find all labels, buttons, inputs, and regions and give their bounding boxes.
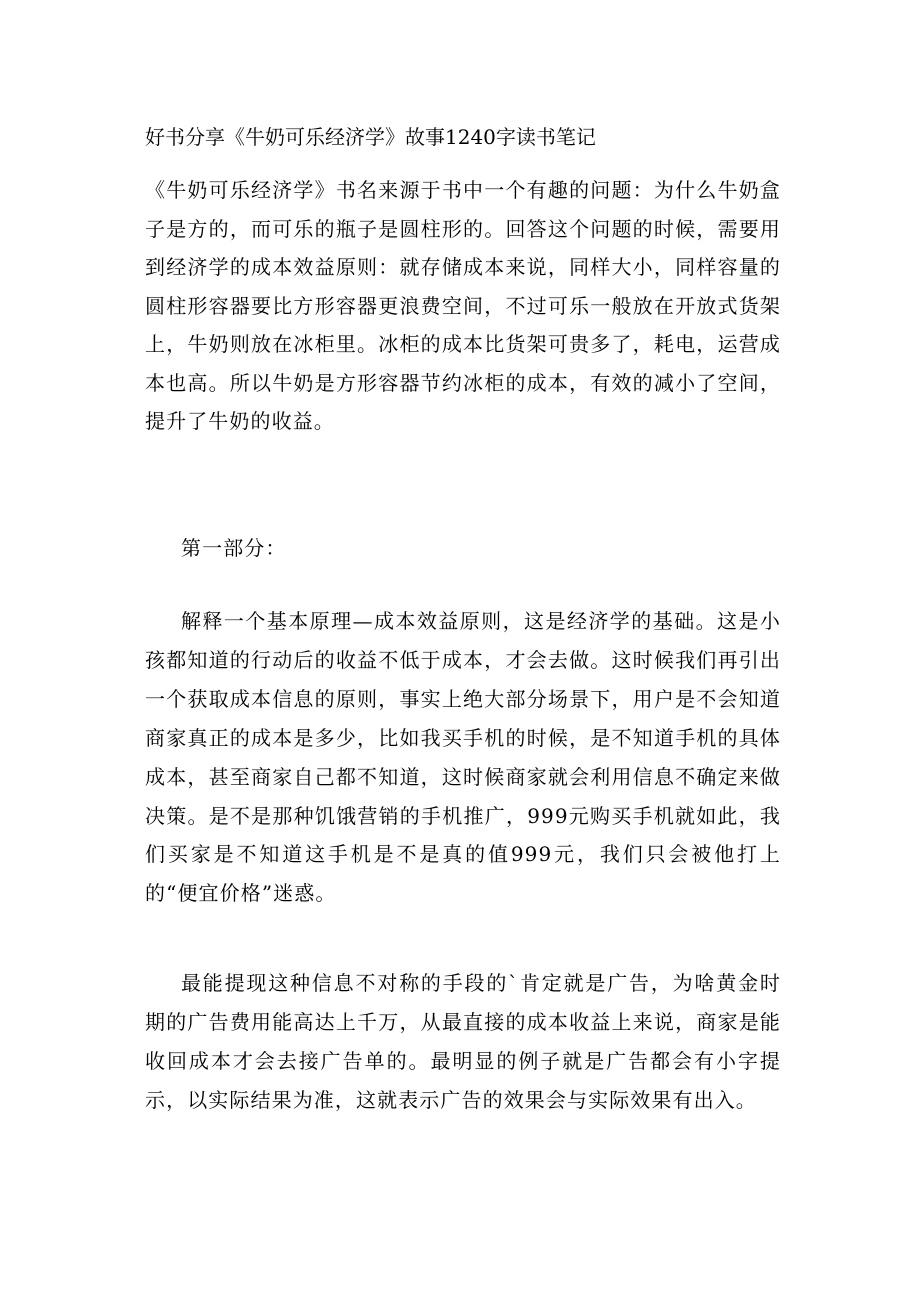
document-title: 好书分享《牛奶可乐经济学》故事1240字读书笔记 (145, 125, 596, 149)
section-heading: 第一部分： (181, 536, 287, 560)
intro-paragraph: 《牛奶可乐经济学》书名来源于书中一个有趣的问题：为什么牛奶盒子是方的，而可乐的瓶子是圆柱形的。回答这个问题的时候，需要用到经济学的成本效益原则：就存储成本来说，同样大小，同样容量的圆柱形容器要比方形容器更浪费空间，不过可乐一般放在开放式货架上，牛奶则放在冰柜里。冰柜的成本比货架可贵多了，耗电，运营成本也高。所以牛奶是方形容器节约冰柜的成本，有效的减小了空间，提升了牛奶的收益。 (145, 178, 781, 433)
body-paragraph-1: 解释一个基本原理—成本效益原则，这是经济学的基础。这是小孩都知道的行动后的收益不低于成本，才会去做。这时候我们再引出一个获取成本信息的原则，事实上绝大部分场景下，用户是不会知道商家真正的成本是多少，比如我买手机的时候，是不知道手机的具体成本，甚至商家自己都不知道，这时候商家就会利用信息不确定来做决策。是不是那种饥饿营销的手机推广，999元购买手机就如此，我们买家是不知道这手机是不是真的值999元，我们只会被他打上的“便宜价格”迷惑。 (145, 609, 781, 906)
body-paragraph-2: 最能提现这种信息不对称的手段的`肯定就是广告，为啥黄金时期的广告费用能高达上千万，从最直接的成本收益上来说，商家是能收回成本才会去接广告单的。最明显的例子就是广告都会有小字提示，以实际结果为准，这就表示广告的效果会与实际效果有出入。 (145, 971, 781, 1112)
